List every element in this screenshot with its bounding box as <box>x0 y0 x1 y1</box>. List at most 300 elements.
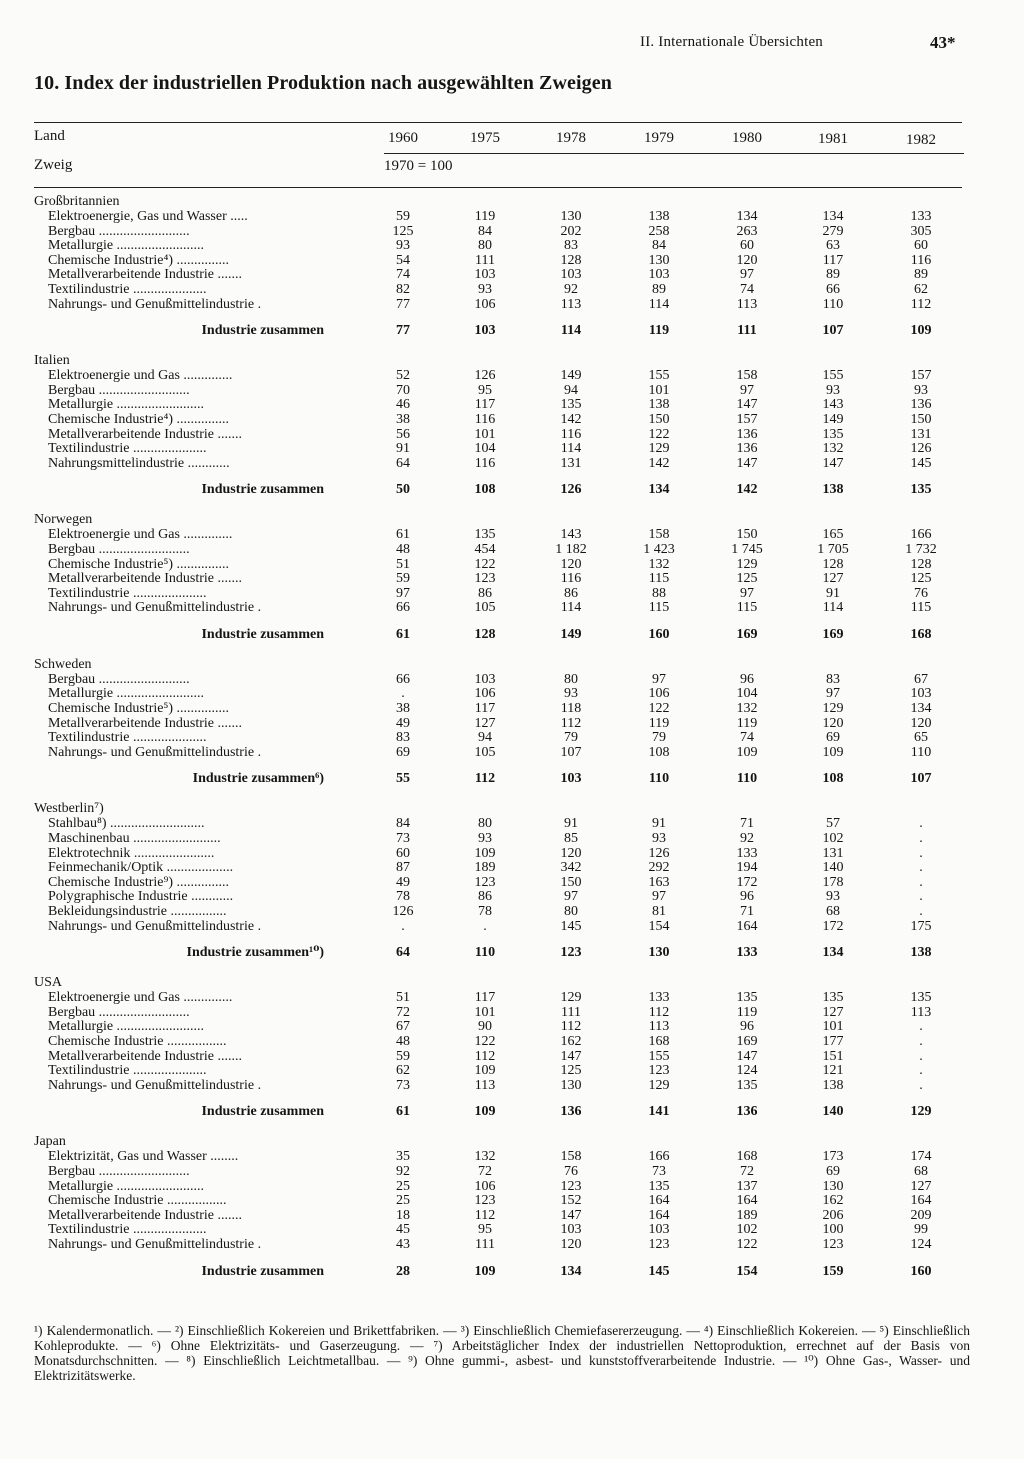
value-cell: 134 <box>910 701 932 717</box>
total-value-cell: 103 <box>474 323 496 339</box>
value-cell: 136 <box>910 397 932 413</box>
branch-label: Metallurgie ......................... <box>48 239 205 254</box>
country-name: Norwegen <box>34 512 93 528</box>
value-cell: . <box>919 1048 923 1064</box>
value-cell: 103 <box>560 267 582 283</box>
value-cell: 150 <box>910 411 932 427</box>
total-value-cell: 61 <box>396 1104 410 1120</box>
value-cell: 116 <box>560 571 582 587</box>
table-row <box>0 369 1024 384</box>
value-cell: 48 <box>396 1033 410 1049</box>
value-cell: 166 <box>910 527 932 543</box>
value-cell: 162 <box>560 1033 582 1049</box>
value-cell: 132 <box>648 556 670 572</box>
branch-label: Metallverarbeitende Industrie ....... <box>48 1208 242 1223</box>
value-cell: 157 <box>736 411 758 427</box>
value-cell: 79 <box>652 730 666 746</box>
value-cell: 114 <box>822 600 844 616</box>
value-cell: 81 <box>652 904 666 919</box>
value-cell: 120 <box>910 715 932 731</box>
value-cell: 134 <box>736 209 758 224</box>
table-row <box>0 1020 1024 1035</box>
value-cell: 110 <box>910 744 932 760</box>
value-cell: 113 <box>910 1004 932 1020</box>
total-value-cell: 108 <box>822 771 844 787</box>
value-cell: 122 <box>474 1033 496 1049</box>
header-year-1975: 1975 <box>470 130 500 146</box>
value-cell: 105 <box>474 744 496 760</box>
country-section <box>0 658 1024 793</box>
value-cell: 69 <box>826 1163 840 1179</box>
value-cell: 116 <box>474 455 496 471</box>
table-row <box>0 1238 1024 1253</box>
total-value-cell: 108 <box>474 482 496 498</box>
table-row <box>0 457 1024 472</box>
value-cell: 173 <box>822 1149 844 1165</box>
value-cell: 133 <box>910 209 932 224</box>
value-cell: 104 <box>736 686 758 702</box>
total-label: Industrie zusammen <box>201 1263 324 1279</box>
value-cell: 134 <box>822 209 844 224</box>
table-row <box>0 572 1024 587</box>
header-land: Land <box>34 128 65 144</box>
total-value-cell: 141 <box>648 1104 670 1120</box>
value-cell: 25 <box>396 1178 410 1194</box>
branch-label: Metallurgie ......................... <box>48 1179 205 1194</box>
value-cell: 155 <box>648 368 670 384</box>
total-value-cell: 110 <box>736 771 758 787</box>
value-cell: 147 <box>736 455 758 471</box>
total-value-cell: 133 <box>736 945 758 961</box>
value-cell: 84 <box>652 238 666 254</box>
value-cell: 72 <box>478 1163 492 1179</box>
value-cell: 116 <box>560 426 582 442</box>
value-cell: 177 <box>822 1033 844 1049</box>
total-row <box>0 324 1024 344</box>
value-cell: 147 <box>560 1207 582 1223</box>
value-cell: 129 <box>560 990 582 1006</box>
total-value-cell: 61 <box>396 626 410 642</box>
value-cell: 97 <box>652 671 666 687</box>
value-cell: 131 <box>910 426 932 442</box>
value-cell: 52 <box>396 368 410 384</box>
value-cell: 164 <box>648 1193 670 1209</box>
value-cell: 138 <box>648 209 670 224</box>
total-value-cell: 110 <box>648 771 670 787</box>
value-cell: 119 <box>736 715 758 731</box>
value-cell: 305 <box>910 223 932 239</box>
value-cell: 132 <box>474 1149 496 1165</box>
total-value-cell: 135 <box>910 482 932 498</box>
total-value-cell: 107 <box>910 771 932 787</box>
value-cell: 120 <box>736 252 758 268</box>
branch-label: Elektrizität, Gas und Wasser ........ <box>48 1150 239 1165</box>
value-cell: 92 <box>396 1163 410 1179</box>
value-cell: 194 <box>736 860 758 876</box>
value-cell: 113 <box>648 1019 670 1035</box>
total-value-cell: 28 <box>396 1263 410 1279</box>
header-base: 1970 = 100 <box>384 158 453 174</box>
table-row <box>0 225 1024 240</box>
country-name: Westberlin⁷) <box>34 801 104 817</box>
value-cell: 90 <box>478 1019 492 1035</box>
total-value-cell: 160 <box>648 626 670 642</box>
table-row <box>0 239 1024 254</box>
country-name: Japan <box>34 1134 66 1150</box>
value-cell: 126 <box>392 904 414 919</box>
value-cell: 135 <box>648 1178 670 1194</box>
value-cell: 91 <box>396 441 410 457</box>
value-cell: 122 <box>736 1236 758 1252</box>
value-cell: 113 <box>474 1077 496 1093</box>
total-row <box>0 1105 1024 1125</box>
total-value-cell: 119 <box>648 323 670 339</box>
header-year-1980: 1980 <box>732 130 762 146</box>
value-cell: 143 <box>822 397 844 413</box>
value-cell: 143 <box>560 527 582 543</box>
value-cell: 116 <box>910 252 932 268</box>
value-cell: 263 <box>736 223 758 239</box>
value-cell: 152 <box>560 1193 582 1209</box>
value-cell: 130 <box>560 209 582 224</box>
value-cell: 48 <box>396 541 410 557</box>
value-cell: 89 <box>652 281 666 297</box>
value-cell: . <box>919 1033 923 1049</box>
table-row <box>0 817 1024 832</box>
value-cell: 101 <box>474 426 496 442</box>
value-cell: 106 <box>474 296 496 312</box>
total-value-cell: 109 <box>474 1104 496 1120</box>
value-cell: 150 <box>648 411 670 427</box>
value-cell: 92 <box>740 831 754 847</box>
branch-label: Bekleidungsindustrie ................ <box>48 905 227 919</box>
value-cell: 162 <box>822 1193 844 1209</box>
value-cell: 119 <box>648 715 670 731</box>
total-value-cell: 169 <box>822 626 844 642</box>
value-cell: . <box>919 904 923 919</box>
value-cell: 59 <box>396 209 410 224</box>
branch-label: Elektroenergie und Gas .............. <box>48 528 233 543</box>
value-cell: 206 <box>822 1207 844 1223</box>
value-cell: 168 <box>648 1033 670 1049</box>
table-row <box>0 413 1024 428</box>
header-year-1978: 1978 <box>556 130 586 146</box>
value-cell: 130 <box>822 1178 844 1194</box>
value-cell: 65 <box>914 730 928 746</box>
footnotes: ¹) Kalendermonatlich. — ²) Einschließlich Kokereien und Brikettfabriken. — ³) Einschließlich Chemiefasererzeugung. — ⁴) Einschließlich Kokereien. — ⁵) Einschließlich Kohleprodukte. — ⁶) Ohne Elektrizitäts- und Gaserzeugung. — ⁷) Arbeitstäglicher Index der industriellen Nettoproduktion, errechnet auf der Basis von Monatsdurchschnitten. — ⁸) Einschließlich Leichtmetallbau. — ⁹) Ohne gummi-, asbest- und kunststoffverarbeitende Industrie. — ¹⁰) Ohne Gas-, Wasser- und Elektrizitätswerke. <box>34 1323 970 1383</box>
value-cell: 112 <box>910 296 932 312</box>
value-cell: 135 <box>560 397 582 413</box>
value-cell: 128 <box>822 556 844 572</box>
total-label: Industrie zusammen <box>201 482 324 498</box>
country-name: Schweden <box>34 656 92 672</box>
branch-label: Metallverarbeitende Industrie ....... <box>48 268 242 283</box>
value-cell: 125 <box>560 1063 582 1079</box>
total-value-cell: 110 <box>474 945 496 961</box>
value-cell: 59 <box>396 1048 410 1064</box>
total-label: Industrie zusammen⁶) <box>192 771 324 787</box>
branch-label: Metallurgie ......................... <box>48 398 205 413</box>
value-cell: 109 <box>474 1063 496 1079</box>
branch-label: Maschinenbau ......................... <box>48 832 221 847</box>
table-row <box>0 558 1024 573</box>
value-cell: 93 <box>826 889 840 905</box>
country-section <box>0 976 1024 1125</box>
value-cell: 120 <box>822 715 844 731</box>
branch-label: Metallurgie ......................... <box>48 1020 205 1035</box>
value-cell: . <box>919 845 923 861</box>
value-cell: 127 <box>910 1178 932 1194</box>
value-cell: 150 <box>736 527 758 543</box>
total-value-cell: 169 <box>736 626 758 642</box>
value-cell: 63 <box>826 238 840 254</box>
value-cell: 138 <box>822 1077 844 1093</box>
value-cell: . <box>919 1019 923 1035</box>
value-cell: 175 <box>910 918 932 934</box>
value-cell: 209 <box>910 1207 932 1223</box>
value-cell: 97 <box>740 267 754 283</box>
table-row <box>0 1180 1024 1195</box>
branch-label: Textilindustrie ..................... <box>48 282 207 297</box>
value-cell: 86 <box>478 585 492 601</box>
value-cell: 151 <box>822 1048 844 1064</box>
value-cell: 117 <box>474 990 496 1006</box>
value-cell: 129 <box>822 701 844 717</box>
value-cell: 68 <box>914 1163 928 1179</box>
value-cell: 130 <box>560 1077 582 1093</box>
value-cell: 99 <box>914 1222 928 1238</box>
table-row <box>0 1050 1024 1065</box>
value-cell: 38 <box>396 701 410 717</box>
branch-label: Chemische Industrie⁹) ............... <box>48 875 230 890</box>
value-cell: 132 <box>736 701 758 717</box>
value-cell: 111 <box>561 1004 581 1020</box>
value-cell: 454 <box>474 541 496 557</box>
total-value-cell: 136 <box>736 1104 758 1120</box>
branch-label: Bergbau .......................... <box>48 383 190 398</box>
total-value-cell: 55 <box>396 771 410 787</box>
value-cell: 107 <box>560 744 582 760</box>
branch-label: Chemische Industrie⁴) ............... <box>48 412 230 427</box>
value-cell: 115 <box>648 600 670 616</box>
table-row <box>0 268 1024 283</box>
value-cell: 103 <box>648 267 670 283</box>
value-cell: 127 <box>822 571 844 587</box>
branch-label: Metallverarbeitende Industrie ....... <box>48 427 242 442</box>
total-value-cell: 111 <box>737 323 757 339</box>
value-cell: 120 <box>560 845 582 861</box>
country-section <box>0 1135 1024 1284</box>
value-cell: 95 <box>478 382 492 398</box>
value-cell: 94 <box>478 730 492 746</box>
total-value-cell: 136 <box>560 1104 582 1120</box>
value-cell: 1 745 <box>731 541 763 557</box>
value-cell: 69 <box>396 744 410 760</box>
value-cell: 102 <box>822 831 844 847</box>
value-cell: 108 <box>648 744 670 760</box>
table-row <box>0 398 1024 413</box>
value-cell: 111 <box>475 252 495 268</box>
value-cell: 123 <box>822 1236 844 1252</box>
value-cell: 89 <box>914 267 928 283</box>
value-cell: 92 <box>564 281 578 297</box>
value-cell: 96 <box>740 889 754 905</box>
value-cell: 76 <box>914 585 928 601</box>
value-cell: 100 <box>822 1222 844 1238</box>
value-cell: 158 <box>648 527 670 543</box>
value-cell: . <box>401 918 405 934</box>
total-value-cell: 142 <box>736 482 758 498</box>
country-section <box>0 802 1024 966</box>
table-row <box>0 746 1024 761</box>
total-value-cell: 130 <box>648 945 670 961</box>
value-cell: 178 <box>822 874 844 890</box>
value-cell: 169 <box>736 1033 758 1049</box>
table-row <box>0 861 1024 876</box>
value-cell: 119 <box>736 1004 758 1020</box>
value-cell: 133 <box>648 990 670 1006</box>
value-cell: 68 <box>826 904 840 919</box>
value-cell: 145 <box>560 918 582 934</box>
branch-label: Nahrungs- und Genußmittelindustrie . <box>48 745 262 760</box>
table-row <box>0 1165 1024 1180</box>
branch-label: Nahrungs- und Genußmittelindustrie . <box>48 1237 262 1252</box>
table-row <box>0 673 1024 688</box>
value-cell: 18 <box>396 1207 410 1223</box>
country-section <box>0 195 1024 344</box>
value-cell: 101 <box>648 382 670 398</box>
value-cell: 123 <box>474 874 496 890</box>
value-cell: 128 <box>560 252 582 268</box>
total-value-cell: 77 <box>396 323 410 339</box>
value-cell: 96 <box>740 1019 754 1035</box>
value-cell: 155 <box>648 1048 670 1064</box>
value-cell: 137 <box>736 1178 758 1194</box>
total-row <box>0 628 1024 648</box>
value-cell: 1 182 <box>555 541 587 557</box>
value-cell: 258 <box>648 223 670 239</box>
value-cell: 155 <box>822 368 844 384</box>
branch-label: Metallverarbeitende Industrie ....... <box>48 716 242 731</box>
header-year-1981: 1981 <box>818 131 848 147</box>
total-value-cell: 160 <box>910 1263 932 1279</box>
value-cell: 93 <box>914 382 928 398</box>
branch-label: Nahrungs- und Genußmittelindustrie . <box>48 1078 262 1093</box>
table-row <box>0 832 1024 847</box>
table-row <box>0 1209 1024 1224</box>
value-cell: 83 <box>564 238 578 254</box>
value-cell: 147 <box>736 1048 758 1064</box>
branch-label: Chemische Industrie⁵) ............... <box>48 702 230 717</box>
value-cell: 45 <box>396 1222 410 1238</box>
value-cell: 74 <box>396 267 410 283</box>
header-year-1982: 1982 <box>906 132 936 148</box>
value-cell: 54 <box>396 252 410 268</box>
table-row <box>0 283 1024 298</box>
value-cell: 78 <box>478 904 492 919</box>
branch-label: Chemische Industrie ................. <box>48 1194 227 1209</box>
value-cell: 149 <box>822 411 844 427</box>
value-cell: 147 <box>736 397 758 413</box>
value-cell: 56 <box>396 426 410 442</box>
table-row <box>0 210 1024 225</box>
value-cell: 113 <box>736 296 758 312</box>
total-row <box>0 483 1024 503</box>
value-cell: 72 <box>740 1163 754 1179</box>
value-cell: 79 <box>564 730 578 746</box>
value-cell: 109 <box>736 744 758 760</box>
branch-label: Metallverarbeitende Industrie ....... <box>48 572 242 587</box>
total-value-cell: 138 <box>910 945 932 961</box>
total-value-cell: 159 <box>822 1263 844 1279</box>
total-row <box>0 772 1024 792</box>
value-cell: . <box>919 874 923 890</box>
value-cell: 62 <box>396 1063 410 1079</box>
value-cell: 174 <box>910 1149 932 1165</box>
country-section <box>0 513 1024 648</box>
value-cell: 135 <box>736 990 758 1006</box>
total-value-cell: 134 <box>648 482 670 498</box>
value-cell: 115 <box>736 600 758 616</box>
value-cell: 46 <box>396 397 410 413</box>
value-cell: 84 <box>478 223 492 239</box>
branch-label: Nahrungs- und Genußmittelindustrie . <box>48 919 262 934</box>
value-cell: 49 <box>396 715 410 731</box>
value-cell: 130 <box>648 252 670 268</box>
total-value-cell: 109 <box>474 1263 496 1279</box>
value-cell: 80 <box>564 671 578 687</box>
value-cell: 1 732 <box>905 541 937 557</box>
value-cell: 82 <box>396 281 410 297</box>
value-cell: 115 <box>648 571 670 587</box>
value-cell: 97 <box>740 382 754 398</box>
value-cell: 66 <box>396 671 410 687</box>
value-cell: 66 <box>396 600 410 616</box>
value-cell: 112 <box>648 1004 670 1020</box>
value-cell: 66 <box>826 281 840 297</box>
value-cell: 70 <box>396 382 410 398</box>
branch-label: Metallverarbeitende Industrie ....... <box>48 1049 242 1064</box>
value-cell: 60 <box>914 238 928 254</box>
value-cell: 122 <box>474 556 496 572</box>
table-row <box>0 687 1024 702</box>
table-row <box>0 920 1024 935</box>
value-cell: 61 <box>396 527 410 543</box>
total-value-cell: 149 <box>560 626 582 642</box>
value-cell: 97 <box>396 585 410 601</box>
value-cell: 71 <box>740 904 754 919</box>
value-cell: 97 <box>740 585 754 601</box>
value-cell: 62 <box>914 281 928 297</box>
value-cell: 120 <box>560 1236 582 1252</box>
country-name: USA <box>34 975 63 991</box>
value-cell: 163 <box>648 874 670 890</box>
value-cell: 106 <box>474 686 496 702</box>
value-cell: 129 <box>736 556 758 572</box>
value-cell: 128 <box>910 556 932 572</box>
branch-label: Polygraphische Industrie ............ <box>48 890 234 905</box>
branch-label: Textilindustrie ..................... <box>48 586 207 601</box>
branch-label: Bergbau .......................... <box>48 672 190 687</box>
branch-label: Elektroenergie und Gas .............. <box>48 991 233 1006</box>
value-cell: 158 <box>560 1149 582 1165</box>
total-row <box>0 1265 1024 1285</box>
country-name: Italien <box>34 353 70 369</box>
total-value-cell: 123 <box>560 945 582 961</box>
value-cell: 91 <box>826 585 840 601</box>
value-cell: 97 <box>826 686 840 702</box>
value-cell: 80 <box>564 904 578 919</box>
